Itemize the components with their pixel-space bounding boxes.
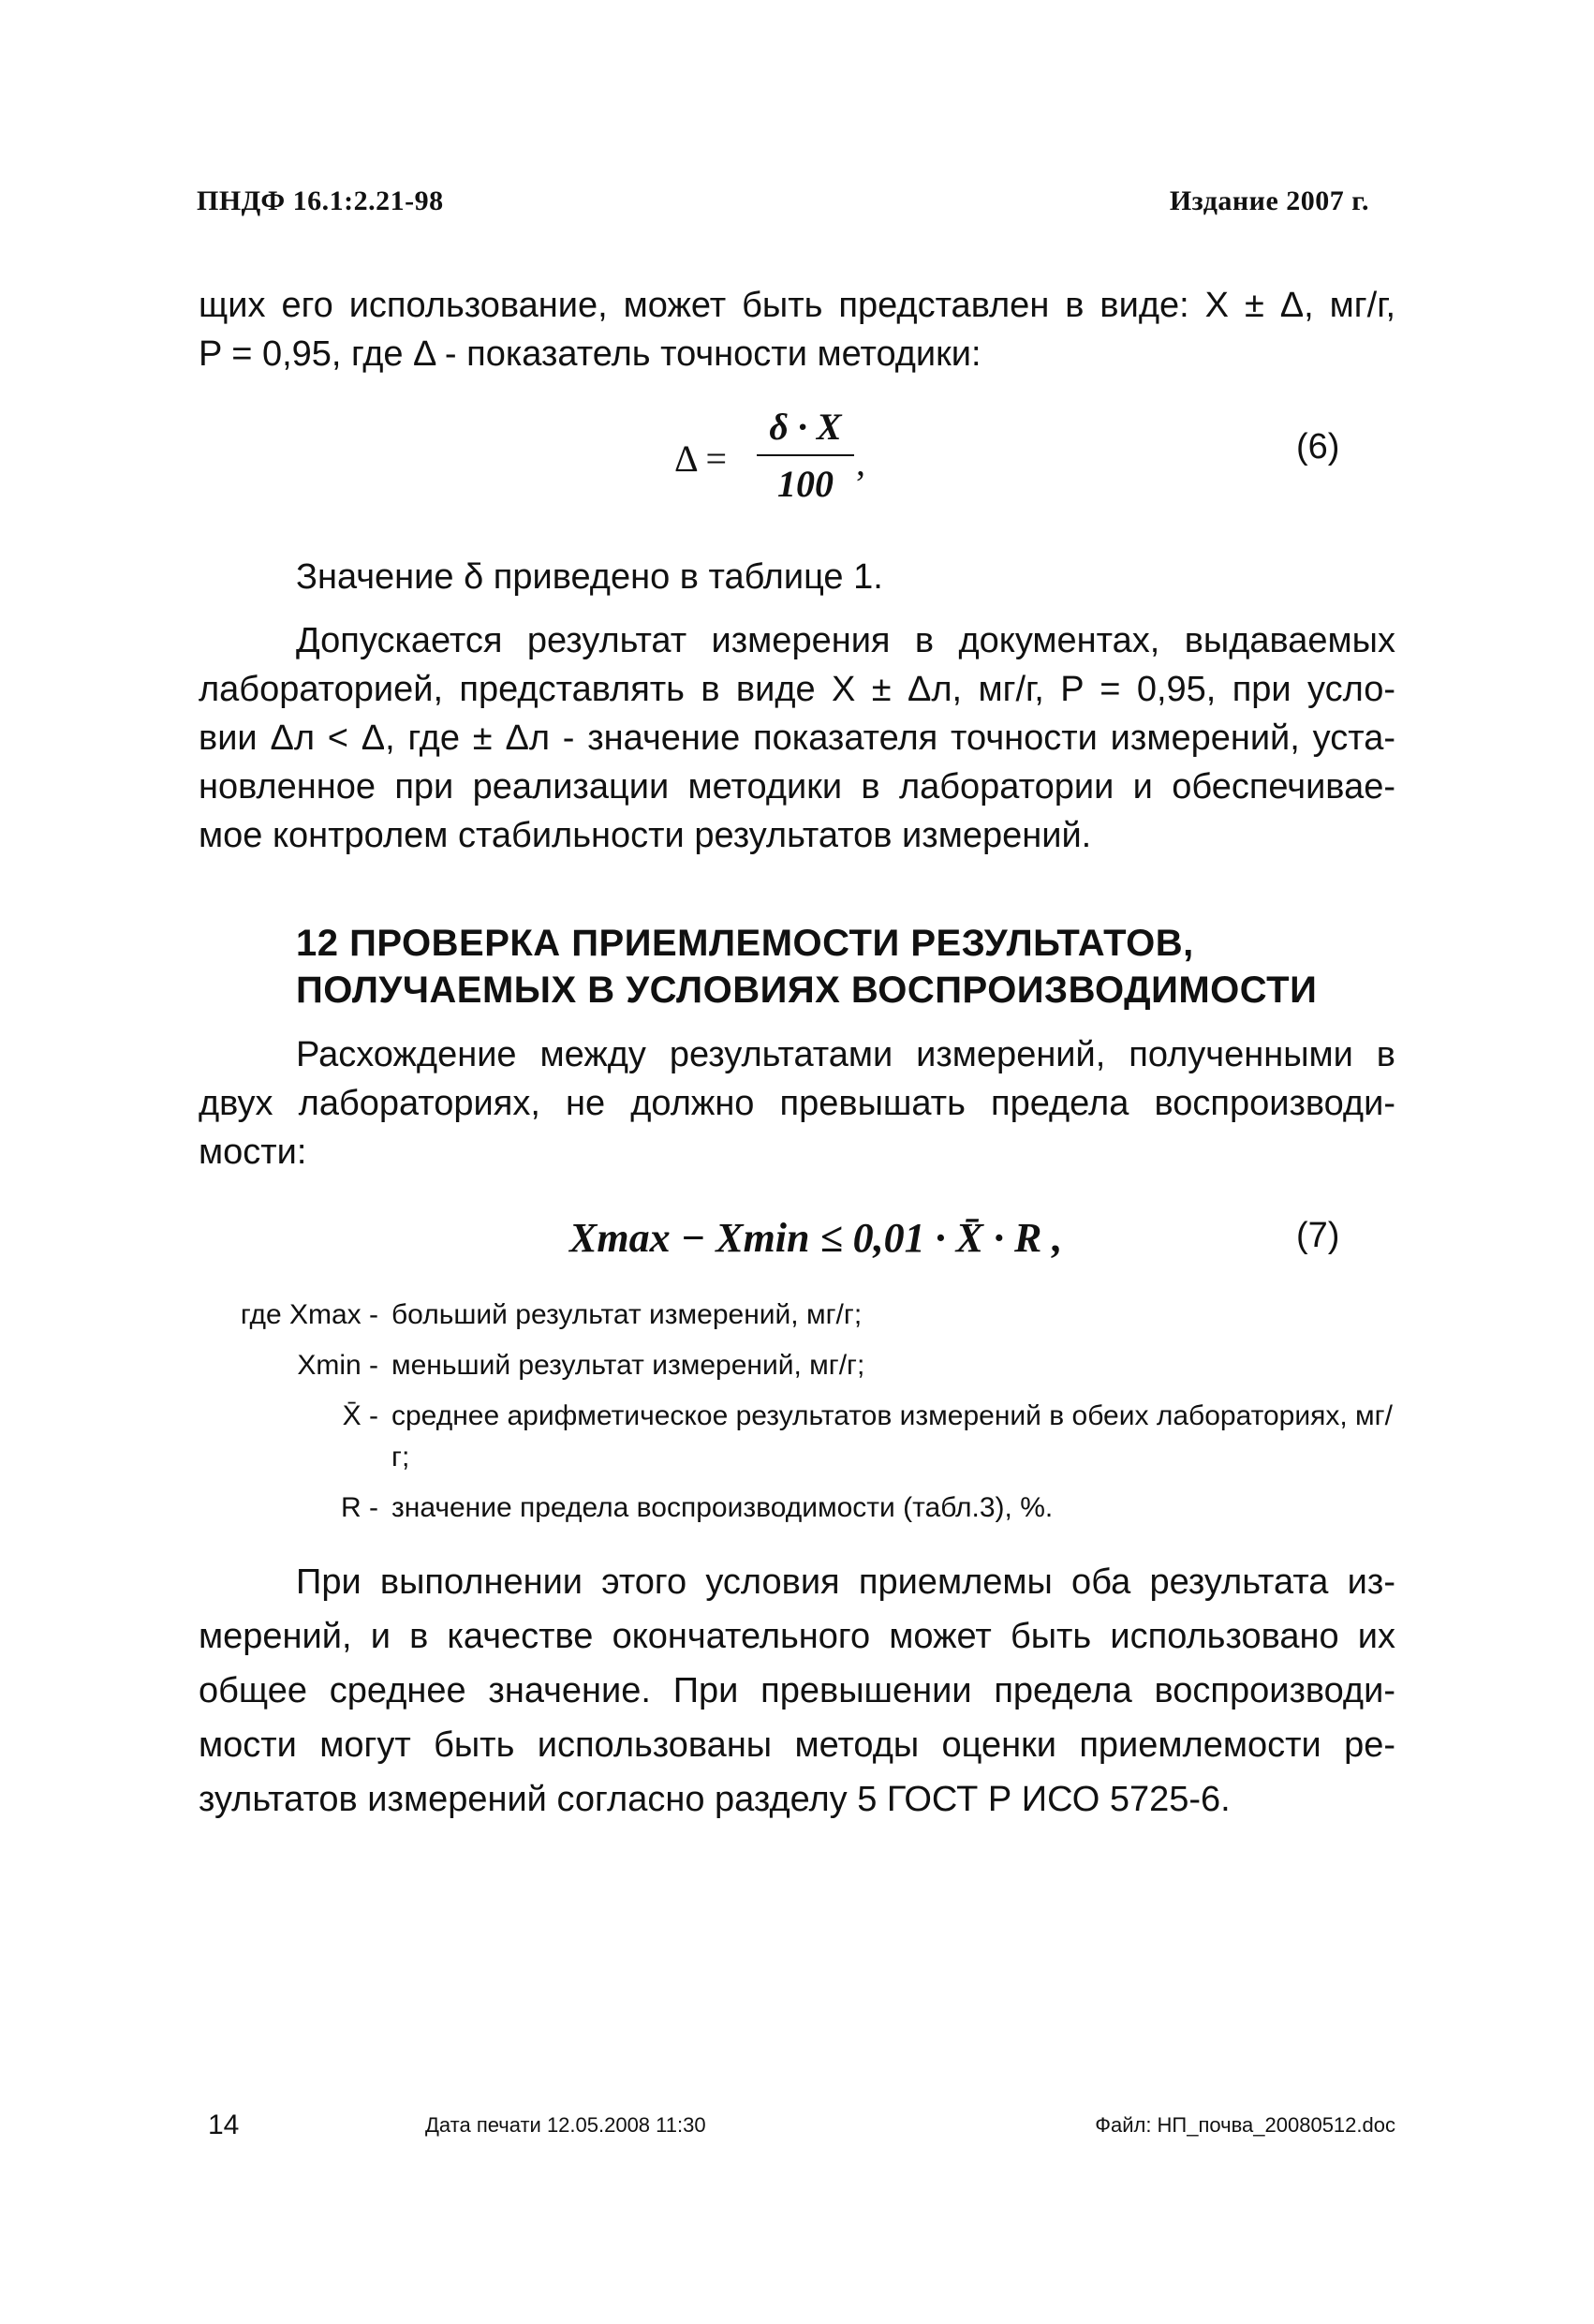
variable-symbol: X̄ -: [342, 1400, 378, 1431]
variable-row: [199, 1488, 1407, 1529]
formula-6-fraction: [757, 405, 854, 506]
edition-label: Издание 2007 г.: [1169, 185, 1369, 216]
variable-description: меньший результат измерений, мг/г;: [391, 1350, 865, 1381]
document-code: ПНДФ 16.1:2.21-98: [197, 185, 444, 216]
formula-6-denominator: 100: [777, 463, 834, 505]
intro-line-1: щих его использование, может быть представлен в виде: X ± Δ, мг/г,: [199, 286, 1395, 325]
page-number: 14: [208, 2109, 240, 2140]
delta-note-text: Значение δ приведено в таблице 1.: [296, 557, 883, 597]
print-date: Дата печати 12.05.2008 11:30: [425, 2113, 706, 2137]
fraction-bar: [757, 454, 854, 456]
final-line-5: зультатов измерений согласно разделу 5 ГОСТ Р ИСО 5725-6.: [199, 1780, 1231, 1819]
formula-6-numerator: δ · X: [769, 406, 842, 448]
section-12-title-line-1: 12 ПРОВЕРКА ПРИЕМЛЕМОСТИ РЕЗУЛЬТАТОВ,: [296, 923, 1194, 964]
formula-7-number: (7): [1296, 1216, 1340, 1255]
intro-line-2: P = 0,95, где Δ - показатель точности методики:: [199, 334, 981, 374]
discrepancy-line-1: Расхождение между результатами измерений, полученными в: [296, 1035, 1395, 1074]
formula-6-number: (6): [1296, 427, 1340, 466]
variable-symbol: R -: [341, 1492, 378, 1523]
formula-6-lhs: Δ =: [674, 437, 728, 480]
final-line-4: мости могут быть использованы методы оценки приемлемости ре-: [199, 1725, 1395, 1765]
variable-description: больший результат измерений, мг/г;: [391, 1299, 863, 1330]
final-line-1: При выполнении этого условия приемлемы оба результата из-: [296, 1562, 1395, 1602]
delta-note: [296, 553, 1395, 601]
allowed-line-2: лабораторией, представлять в виде X ± Δл, мг/г, P = 0,95, при усло-: [199, 670, 1395, 709]
variable-list: [199, 1295, 1407, 1538]
final-line-2: мерений, и в качестве окончательного может быть использовано их: [199, 1617, 1395, 1656]
variable-symbol: где Xmax -: [240, 1299, 378, 1330]
formula-7: Xmax − Xmin ≤ 0,01 · X̄ · R ,: [569, 1215, 1063, 1261]
file-name: Файл: НП_почва_20080512.doc: [1095, 2113, 1395, 2137]
allowed-line-5: мое контролем стабильности результатов измерений.: [199, 816, 1092, 855]
variable-description: среднее арифметическое результатов измерений в обеих лабораториях, мг/г;: [391, 1400, 1393, 1473]
section-12-heading: [296, 920, 1401, 1014]
discrepancy-paragraph: [199, 1030, 1395, 1177]
variable-description: значение предела воспроизводимости (табл.3), %.: [391, 1492, 1054, 1523]
variable-symbol: Xmin -: [297, 1350, 378, 1381]
final-paragraph: [199, 1555, 1395, 1827]
allowed-line-4: новленное при реализации методики в лаборатории и обеспечивае-: [199, 767, 1395, 807]
intro-paragraph: [199, 281, 1395, 378]
variable-row: [199, 1295, 1407, 1336]
final-line-3: общее среднее значение. При превышении предела воспроизводи-: [199, 1671, 1395, 1710]
variable-row: [199, 1396, 1407, 1478]
discrepancy-line-3: мости:: [199, 1132, 307, 1172]
allowed-paragraph: [199, 616, 1395, 860]
variable-row: [199, 1345, 1407, 1386]
discrepancy-line-2: двух лабораториях, не должно превышать предела воспроизводи-: [199, 1084, 1395, 1123]
allowed-line-3: вии Δл < Δ, где ± Δл - значение показателя точности измерений, уста-: [199, 718, 1395, 758]
allowed-line-1: Допускается результат измерения в документах, выдаваемых: [296, 621, 1395, 660]
section-12-title-line-2: ПОЛУЧАЕМЫХ В УСЛОВИЯХ ВОСПРОИЗВОДИМОСТИ: [296, 970, 1318, 1011]
formula-6-comma: ,: [856, 441, 865, 483]
